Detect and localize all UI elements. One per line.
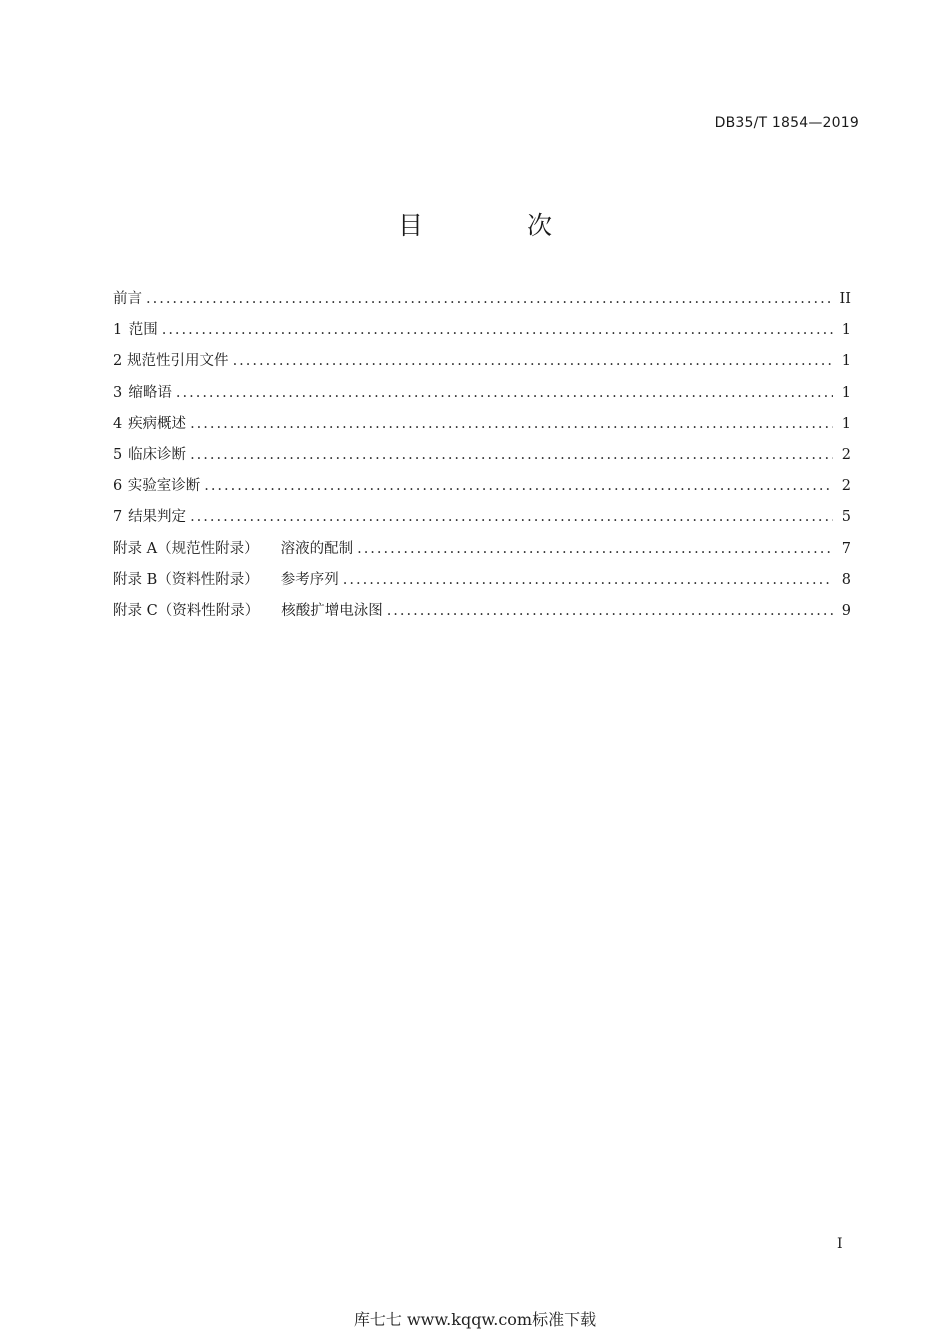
toc-appendix-title: 溶液的配制 (280, 540, 354, 557)
toc-entry-7[interactable] (113, 502, 851, 533)
toc-entry-appendix-c[interactable] (113, 596, 851, 627)
toc-entry-4[interactable] (113, 409, 851, 440)
toc-entry-3[interactable] (113, 378, 851, 409)
toc-page-number: 1 (841, 415, 851, 432)
toc-entry-6[interactable] (113, 471, 851, 502)
toc-label: 疾病概述 (128, 415, 187, 432)
toc-label: 附录 C（资料性附录） (113, 602, 260, 619)
toc-appendix-title: 参考序列 (280, 571, 339, 588)
document-code: DB35/T 1854—2019 (714, 115, 859, 131)
toc-leader-dots (190, 502, 833, 533)
toc-section-number: 3 (113, 384, 123, 401)
toc-appendix-title: 核酸扩增电泳图 (281, 602, 383, 619)
toc-page-number: 1 (841, 322, 851, 339)
toc-leader-dots (343, 565, 833, 596)
toc-section-number: 4 (113, 415, 123, 432)
toc-section-number: 5 (113, 446, 123, 463)
toc-section-number: 6 (113, 478, 123, 495)
toc-page-number: 7 (841, 540, 851, 557)
toc-leader-dots (357, 534, 833, 565)
toc-page-number: II (839, 291, 851, 307)
toc-label: 临床诊断 (128, 446, 187, 463)
page-number: I (837, 1236, 843, 1252)
toc-section-number: 2 (113, 353, 123, 370)
toc-label: 实验室诊断 (127, 478, 201, 495)
toc-page-number: 8 (841, 571, 851, 588)
toc-leader-dots (204, 471, 833, 502)
toc-entry-5[interactable] (113, 440, 851, 471)
toc-entry-2[interactable] (113, 346, 851, 377)
toc-leader-dots (190, 409, 833, 440)
toc-page-number: 1 (841, 353, 851, 370)
toc-label: 前言 (113, 291, 142, 307)
toc-page-number: 2 (841, 478, 851, 495)
toc-label: 附录 A（规范性附录） (113, 540, 259, 557)
page-title: 目 次 (398, 211, 600, 240)
toc-leader-dots (387, 596, 833, 627)
toc-label: 规范性引用文件 (127, 353, 229, 370)
toc-page-number: 2 (841, 446, 851, 463)
toc-page-number: 1 (841, 384, 851, 401)
toc-label: 附录 B（资料性附录） (113, 571, 259, 588)
toc-label: 缩略语 (128, 384, 172, 401)
toc-leader-dots (162, 315, 833, 346)
toc-leader-dots (233, 346, 833, 377)
table-of-contents (113, 284, 851, 627)
toc-entry-appendix-b[interactable] (113, 565, 851, 596)
toc-label: 结果判定 (128, 509, 187, 526)
toc-leader-dots (190, 440, 833, 471)
toc-entry-foreword[interactable] (113, 284, 851, 315)
toc-leader-dots (176, 378, 833, 409)
footer-watermark: 库七七 www.kqqw.com标准下载 (353, 1310, 597, 1329)
toc-section-number: 7 (113, 509, 123, 526)
toc-section-number: 1 (113, 322, 123, 339)
toc-page-number: 5 (841, 509, 851, 526)
toc-label: 范围 (128, 322, 158, 339)
toc-entry-1[interactable] (113, 315, 851, 346)
toc-leader-dots (146, 284, 833, 315)
toc-page-number: 9 (841, 602, 851, 619)
toc-entry-appendix-a[interactable] (113, 534, 851, 565)
